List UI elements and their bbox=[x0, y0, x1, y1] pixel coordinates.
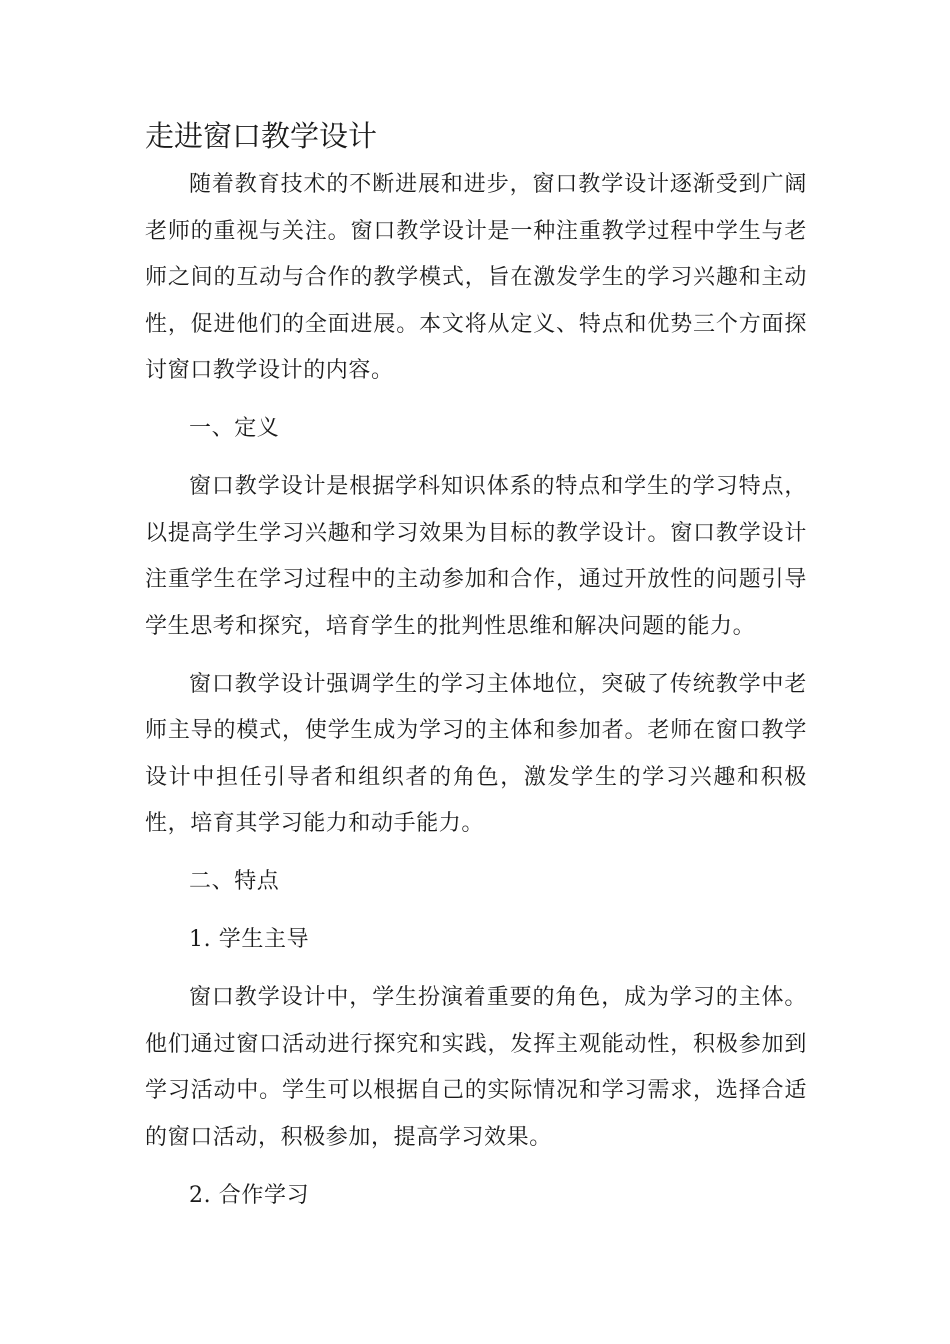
student-led-paragraph: 窗口教学设计中，学生扮演着重要的角色，成为学习的主体。他们通过窗口活动进行探究和实践，发挥主观能动性，积极参加到学习活动中。学生可以根据自己的实际情况和学习需求，选择合适的窗口活动，积极参加，提高学习效果。 bbox=[145, 985, 807, 1150]
definition-paragraph-1: 窗口教学设计是根据学科知识体系的特点和学生的学习特点，以提高学生学习兴趣和学习效果为目标的教学设计。窗口教学设计注重学生在学习过程中的主动参加和合作，通过开放性的问题引导学生思考和探究，培育学生的批判性思维和解决问题的能力。 bbox=[145, 474, 807, 639]
document-body bbox=[145, 162, 807, 1220]
section-heading-features: 二、特点 bbox=[189, 869, 280, 894]
subheading-cooperative-learning: 2. 合作学习 bbox=[189, 1182, 310, 1208]
subheading-student-led: 1. 学生主导 bbox=[189, 927, 310, 952]
definition-paragraph-2: 窗口教学设计强调学生的学习主体地位，突破了传统教学中老师主导的模式，使学生成为学习的主体和参加者。老师在窗口教学设计中担任引导者和组织者的角色，激发学生的学习兴趣和积极性，培育其学习能力和动手能力。 bbox=[145, 671, 807, 836]
intro-paragraph: 随着教育技术的不断进展和进步，窗口教学设计逐渐受到广阔老师的重视与关注。窗口教学设计是一种注重教学过程中学生与老师之间的互动与合作的教学模式，旨在激发学生的学习兴趣和主动性，促进他们的全面进展。本文将从定义、特点和优势三个方面探讨窗口教学设计的内容。 bbox=[145, 172, 807, 383]
document-title: 走进窗口教学设计 bbox=[145, 119, 378, 153]
section-heading-definition: 一、定义 bbox=[189, 416, 280, 441]
